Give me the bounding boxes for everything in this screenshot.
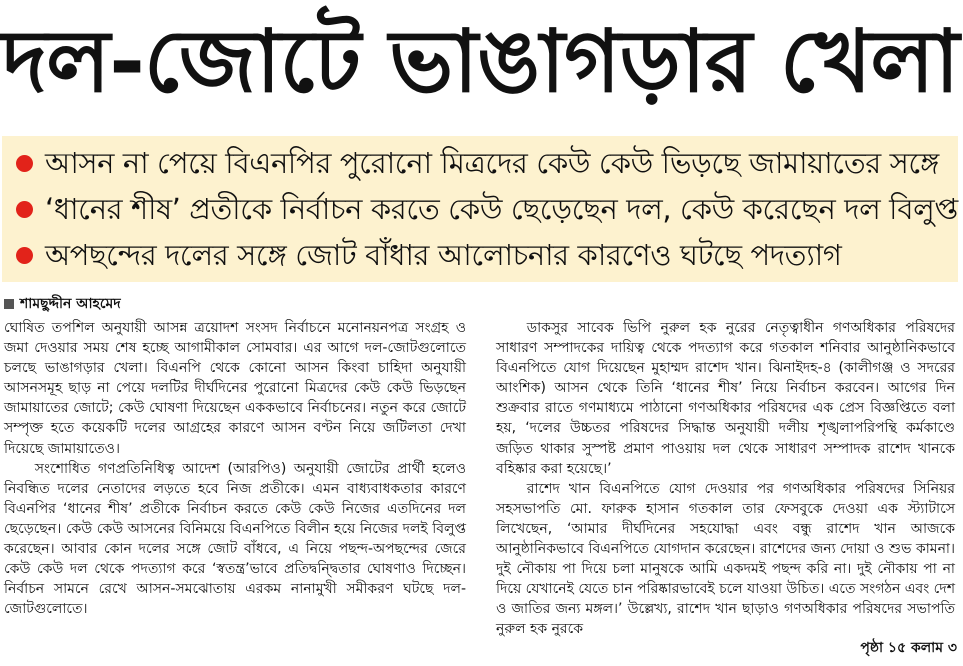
continuation-note: পৃষ্ঠা ১৫ কলাম ৩ [860, 640, 957, 656]
paragraph: ডাকসুর সাবেক ভিপি নুরুল হক নুরের নেতৃত্বাধীন গণঅধিকার পরিষদের সাধারণ সম্পাদকের দায়িত্ব থেকে পদত্যাগ করে গতকাল শনিবার আনুষ্ঠানিকভাবে বিএনপিতে যোগ দিয়েছেন মুহাম্মদ রাশেদ খান। ঝিনাইদহ-৪ (কালীগঞ্জ ও সদরের আংশিক) আসন থেকে তিনি ‘ধানের শীষ’ নিয়ে নির্বাচন করবেন। আগের দিন শুক্রবার রাতে গণমাধ্যমে পাঠানো গণঅধিকার পরিষদের এক প্রেস বিজ্ঞপ্তিতে বলা হয়, ‘দলের উচ্চতর পরিষদের সিদ্ধান্ত অনুযায়ী দলীয় শৃঙ্খলাপরিপন্থি কর্মকাণ্ডে জড়িত থাকার সুস্পষ্ট প্রমাণ পাওয়ায় দল থেকে সাধারণ সম্পাদক রাশেদ খানকে বহিষ্কার করা হয়েছে।’ [496, 320, 955, 477]
red-bullet-icon [16, 247, 33, 264]
byline [4, 294, 121, 314]
paragraph: সংশোধিত গণপ্রতিনিধিত্ব আদেশ (আরপিও) অনুযায়ী জোটের প্রার্থী হলেও নিবন্ধিত দলের নেতাদের লড়তে হবে নিজ প্রতীকে। এমন বাধ্যবাধকতার কারণে বিএনপির ‘ধানের শীষ’ প্রতীকে নির্বাচন করতে কেউ কেউ নিজের এতদিনের দল ছেড়েছেন। কেউ কেউ আসনের বিনিময়ে বিএনপিতে বিলীন হয়ে নিজের দলই বিলুপ্ত করেছেন। আবার কোন দলের সঙ্গে জোট বাঁধবে, এ নিয়ে পছন্দ-অপছন্দের জেরে কেউ কেউ দল থেকে পদত্যাগ করে ‘স্বতন্ত্র’ভাবে প্রতিদ্বন্দ্বিতার ঘোষণাও দিচ্ছেন। নির্বাচন সামনে রেখে আসন-সমঝোতায় এরকম নানামুখী সমীকরণ ঘটছে দল-জোটগুলোতে। [4, 460, 466, 618]
red-bullet-icon [16, 201, 33, 218]
red-bullet-icon [16, 155, 33, 172]
highlight-text: ‘ধানের শীষ’ প্রতীকে নির্বাচন করতে কেউ ছেড়েছেন দল, কেউ করেছেন দল বিলুপ্ত [45, 192, 958, 226]
author-name: শামছুদ্দীন আহমেদ [20, 296, 121, 312]
highlight-item [16, 233, 841, 277]
square-bullet-icon [4, 299, 14, 309]
highlight-text: অপছন্দের দলের সঙ্গে জোট বাঁধার আলোচনার কারণেও ঘটছে পদত্যাগ [45, 238, 842, 272]
article-column-left [4, 318, 466, 619]
highlights-box [2, 136, 958, 282]
paragraph: ঘোষিত তপশিল অনুযায়ী আসন্ন ত্রয়োদশ সংসদ নির্বাচনে মনোনয়নপত্র সংগ্রহ ও জমা দেওয়ার সময় শেষ হচ্ছে আগামীকাল সোমবার। এর আগে দল-জোটগুলোতে চলছে ভাঙাগড়ার খেলা। বিএনপি থেকে কোনো আসন কিংবা চাহিদা অনুযায়ী আসনসমূহ ছাড় না পেয়ে দলটির দীর্ঘদিনের পুরোনো মিত্রদের কেউ কেউ ভিড়ছেন জামায়াতের জোটে; কেউ ঘোষণা দিয়েছেন এককভাবে নির্বাচনের। নতুন করে জোটে সম্পৃক্ত হতে কয়েকটি দলের আগ্রহের কারণে আসন বণ্টন নিয়ে জটিলতা দেখা দিয়েছে জামায়াতেও। [4, 320, 466, 457]
headline-title: দল-জোটে ভাঙাগড়ার খেলা [2, 12, 959, 112]
highlight-item [16, 141, 939, 185]
highlight-text: আসন না পেয়ে বিএনপির পুরোনো মিত্রদের কেউ কেউ ভিড়ছে জামায়াতের সঙ্গে [45, 146, 939, 180]
highlight-item [16, 187, 958, 231]
article-column-right [496, 318, 955, 640]
headline-block [0, 8, 963, 116]
paragraph: রাশেদ খান বিএনপিতে যোগ দেওয়ার পর গণঅধিকার পরিষদের সিনিয়র সহসভাপতি মো. ফারুক হাসান গতকাল তার ফেসবুকে দেওয়া এক স্ট্যাটাসে লিখেছেন, ‘আমার দীর্ঘদিনের সহযোদ্ধা এবং বন্ধু রাশেদ খান আজকে আনুষ্ঠানিকভাবে বিএনপিতে যোগদান করেছেন। রাশেদের জন্য দোয়া ও শুভ কামনা। দুই নৌকায় পা দিয়ে চলা মানুষকে আমি একদমই পছন্দ করি না। দুই নৌকায় পা না দিয়ে যেখানেই যেতে চান পরিষ্কারভাবেই চলে যাওয়া উচিত। এতে সংগঠন এবং দেশ ও জাতির জন্য মঙ্গল।’ উল্লেখ্য, রাশেদ খান ছাড়াও গণঅধিকার পরিষদের সভাপতি নুরুল হক নুরকে [496, 480, 955, 638]
